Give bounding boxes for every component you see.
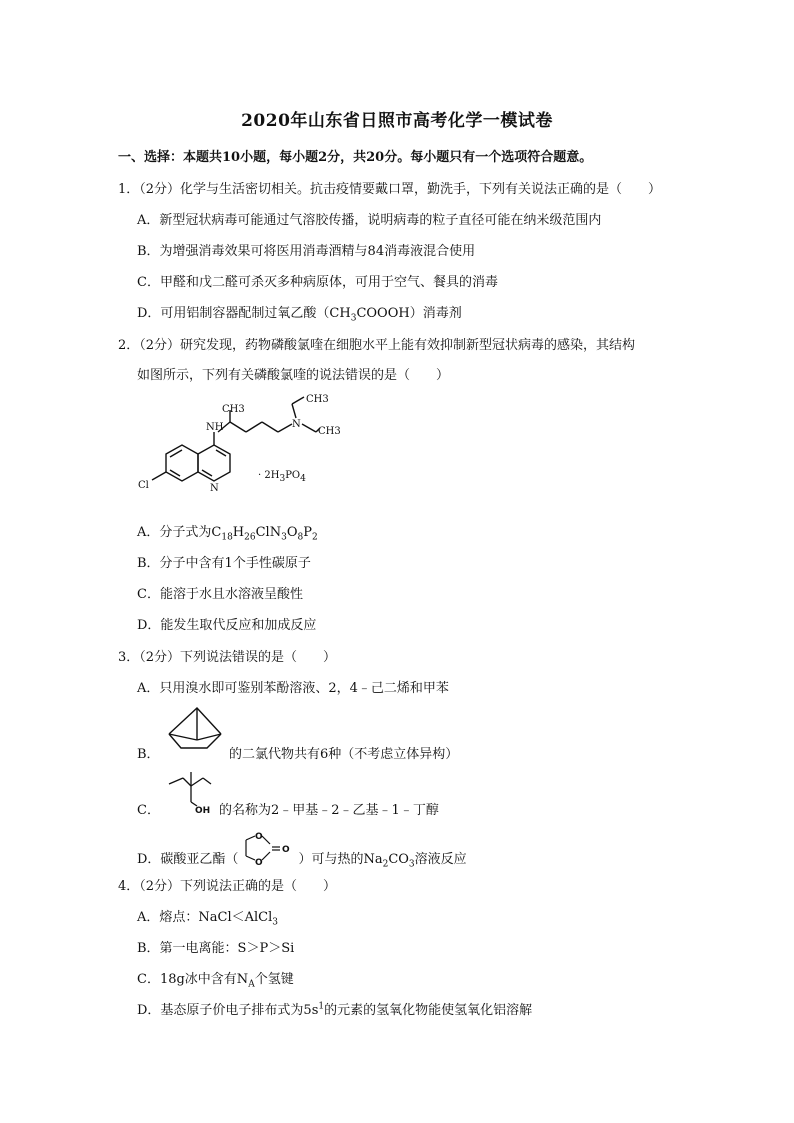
question-4-option-a [137, 906, 278, 928]
q3-d-text: D．碳酸亚乙酯（ [137, 852, 239, 867]
question-3-option-c-label: C． [137, 803, 160, 818]
question-1-stem: 1．（2分）化学与生活密切相关。抗击疫情要戴口罩，勤洗手，下列有关说法正确的是（ ） [118, 182, 662, 197]
q3-d-co: CO [388, 852, 409, 867]
fig-o-top: O [255, 832, 263, 842]
fig-o-carbonyl: O [282, 845, 290, 855]
question-4-option-d [137, 999, 532, 1018]
question-2-option-d: D．能发生取代反应和加成反应 [137, 618, 317, 633]
q2-a-sub: 8 [297, 532, 304, 543]
question-1-option-c: C．甲醛和戊二醛可杀灭多种病原体，可用于空气、餐具的消毒 [137, 275, 498, 290]
fig-ch3-ethyl-top: CH3 [306, 394, 329, 405]
ethylene-carbonate-structure [236, 826, 294, 866]
q2-a-o: O [286, 525, 298, 540]
alcohol-skeletal-structure [165, 770, 219, 818]
question-1-option-d [137, 302, 462, 324]
q1-d-text-end: COOOH）消毒剂 [356, 306, 462, 321]
question-3-stem: 3．（2分）下列说法错误的是（ ） [118, 650, 337, 665]
fig-amine-n: N [292, 419, 301, 430]
q3-d-text-2: ）可与热的Na [298, 852, 383, 867]
section-heading: 一、选择：本题共10小题，每小题2分，共20分。每小题只有一个选项符合题意。 [118, 150, 593, 165]
q1-d-text: D．可用铝制容器配制过氧乙酸（CH [137, 306, 351, 321]
q4-c-sub: A [248, 979, 255, 990]
fig-nh: NH [206, 422, 224, 433]
q3-d-sub: 3 [408, 859, 415, 870]
question-3-option-c: 的名称为2﹣甲基﹣2﹣乙基﹣1﹣丁醇 [219, 803, 439, 818]
q4-d-text-end: 的元素的氢氧化物能使氢氧化铝溶解 [324, 1003, 533, 1018]
fig-ch3-ethyl-bottom: CH3 [318, 426, 341, 437]
question-1-option-a: A．新型冠状病毒可能通过气溶胶传播，说明病毒的粒子直径可能在纳米级范围内 [137, 213, 602, 228]
bicyclooctane-structure [163, 704, 227, 754]
q4-c-text: C．18g冰中含有N [137, 972, 249, 987]
phosphate-salt-label [258, 470, 306, 484]
question-2-option-a [137, 521, 318, 543]
q2-a-sub: 2 [311, 532, 318, 543]
question-3-option-a: A．只用溴水即可鉴别苯酚溶液、2，4﹣己二烯和甲苯 [137, 681, 449, 696]
q2-a-text: A．分子式为C [137, 525, 222, 540]
salt-sub-2: 4 [300, 474, 306, 484]
q2-a-sub: 26 [244, 532, 256, 543]
question-3-option-b-label: B． [137, 747, 160, 762]
q1-d-sub: 3 [350, 313, 357, 324]
question-4-option-c [137, 968, 294, 990]
page-title: 2020年山东省日照市高考化学一模试卷 [241, 111, 553, 131]
q3-d-sub: 2 [382, 859, 389, 870]
question-3-option-d [137, 848, 467, 870]
question-4-option-b: B．第一电离能：S＞P＞Si [137, 941, 295, 956]
q2-a-h: H [232, 525, 245, 540]
q2-a-sub: 18 [221, 532, 233, 543]
question-1-option-b: B．为增强消毒效果可将医用消毒酒精与84消毒液混合使用 [137, 244, 476, 259]
q2-a-p: P [303, 525, 312, 540]
salt-sub-1: 3 [279, 474, 286, 484]
question-2-stem-line1: 2．（2分）研究发现，药物磷酸氯喹在细胞水平上能有效抑制新型冠状病毒的感染，其结构 [118, 338, 636, 353]
fig-o-bottom: O [255, 858, 263, 868]
q4-a-text: A．熔点：NaCl＜AlCl [137, 910, 273, 925]
fig-ch3-methyl: CH3 [222, 404, 245, 415]
salt-text-mid: PO [285, 470, 301, 481]
question-2-option-b: B．分子中含有1个手性碳原子 [137, 556, 311, 571]
q2-a-cln: ClN [255, 525, 282, 540]
question-3-option-b: 的二氯代物共有6种（不考虑立体异构） [229, 747, 459, 762]
q4-c-text-end: 个氢键 [254, 972, 294, 987]
salt-text: · 2H [258, 470, 280, 481]
chloroquine-phosphate-structure [136, 392, 341, 507]
fig-ring-n: N [210, 483, 219, 494]
q2-a-sub: 3 [281, 532, 287, 543]
fig-cl: Cl [138, 480, 149, 491]
question-2-option-c: C．能溶于水且水溶液呈酸性 [137, 587, 303, 602]
q4-d-sup: 1 [318, 1001, 325, 1012]
q4-d-text: D．基态原子价电子排布式为5s [137, 1003, 319, 1018]
q4-a-sub: 3 [272, 917, 279, 928]
fig-oh: OH [195, 806, 211, 816]
question-2-stem-line2: 如图所示，下列有关磷酸氯喹的说法错误的是（ ） [137, 368, 450, 383]
question-4-stem: 4．（2分）下列说法正确的是（ ） [118, 879, 337, 894]
q3-d-text-3: 溶液反应 [414, 852, 467, 867]
